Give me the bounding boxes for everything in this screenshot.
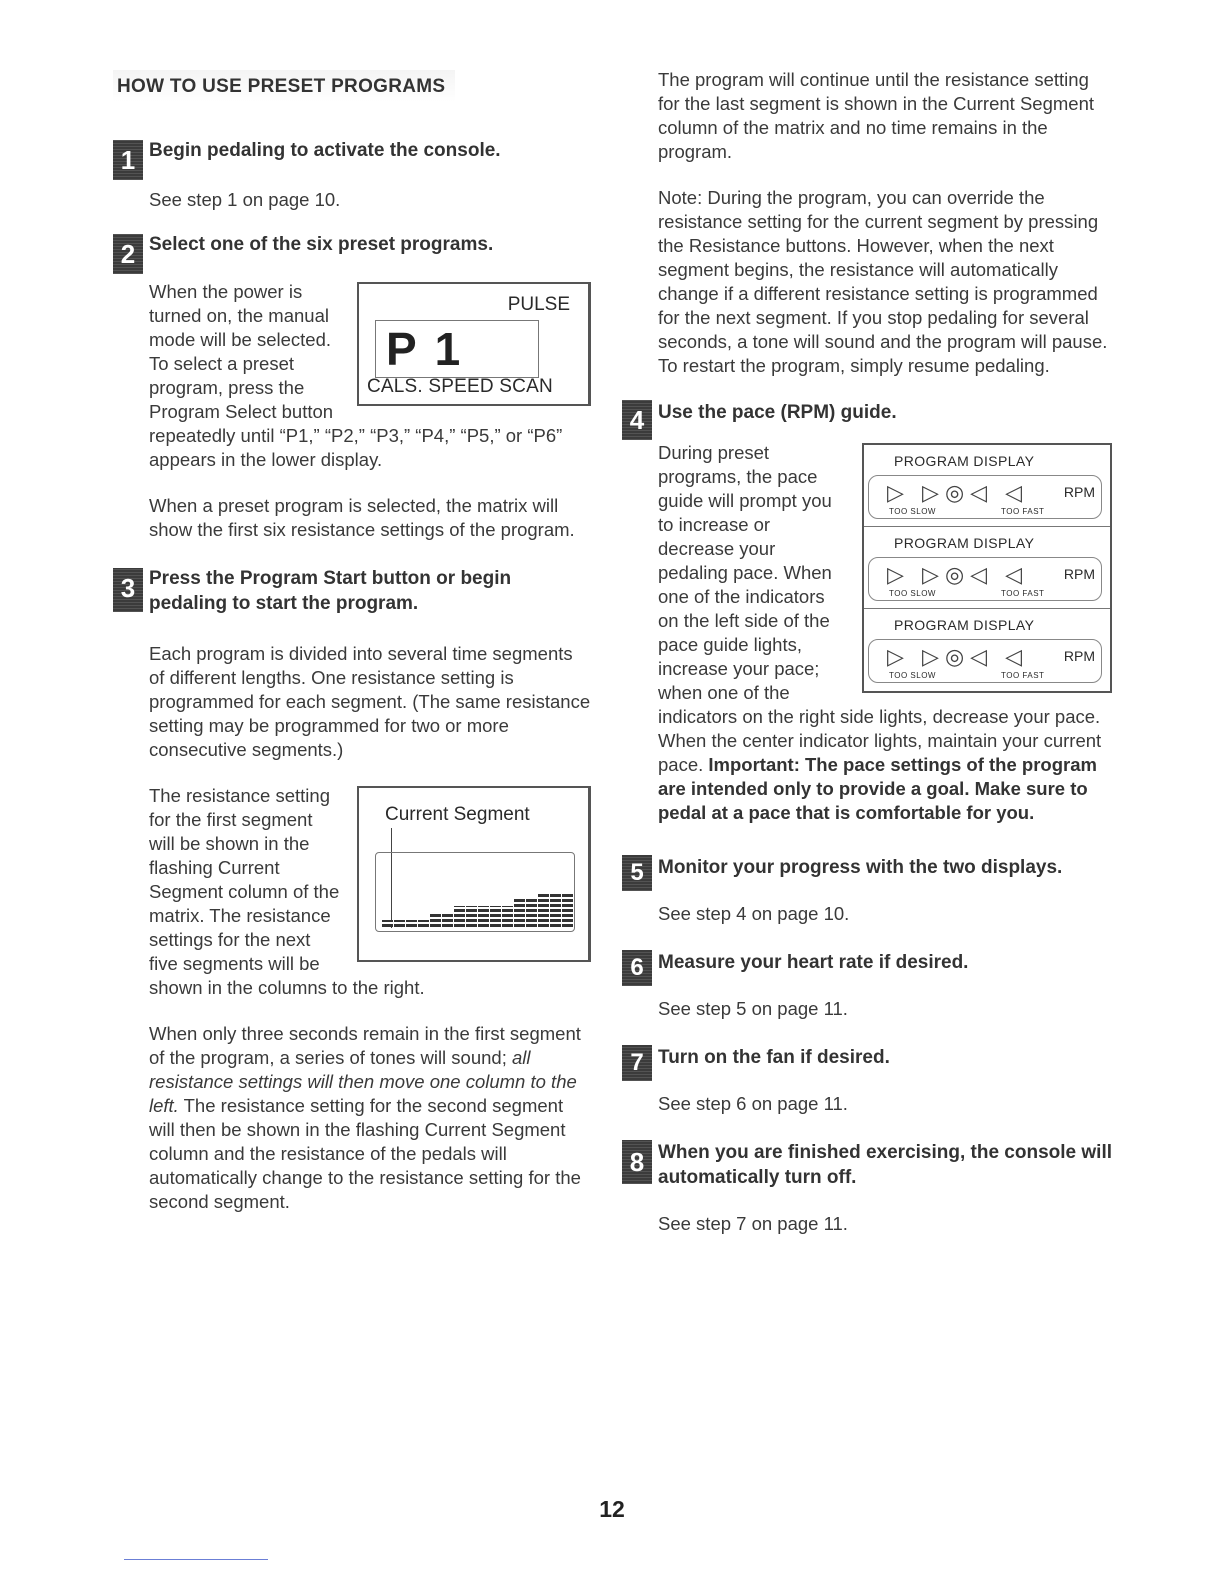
step-2 <box>113 230 593 269</box>
continue-paragraph: The program will continue until the resistance setting for the last segment is shown in the Current Segment column of the matrix and no time remains in the program. <box>658 69 1094 162</box>
step-5-badge: 5 <box>622 855 652 891</box>
step-2-heading: Select one of the six preset programs. <box>149 234 494 255</box>
program-display-title: PROGRAM DISPLAY <box>894 453 1035 469</box>
page-number: 12 <box>599 1496 625 1522</box>
step-3-body-2-wrap <box>149 784 593 1000</box>
matrix-column <box>538 892 549 927</box>
step-3-body-3-post: The resistance setting for the second segment will then be shown in the flashing Current Segment column and the resistance of the pedals will automatically change to the resistance setting for the second segment. <box>149 1095 581 1212</box>
matrix-column <box>514 899 525 927</box>
matrix-column <box>502 906 513 927</box>
step-1 <box>113 136 593 175</box>
step-4-content <box>622 441 1112 825</box>
step-1-body: See step 1 on page 10. <box>149 189 341 210</box>
step-8-heading: When you are finished exercising, the console will automatically turn off. <box>658 1142 1112 1188</box>
matrix-column <box>562 892 573 927</box>
step-7 <box>622 1045 1112 1076</box>
step-3-body-1: Each program is divided into several time segments of different lengths. One resistance setting is programmed for each segment. (The same resistance setting may be programmed for two or more consecutive segments.) <box>149 643 591 760</box>
step-7-badge: 7 <box>622 1045 652 1081</box>
current-segment-label: Current Segment <box>385 804 530 825</box>
program-display-title: PROGRAM DISPLAY <box>894 617 1035 633</box>
step-2-content <box>113 280 593 542</box>
too-slow-label: TOO SLOW <box>889 507 936 516</box>
step-5-heading: Monitor your progress with the two displays. <box>658 857 1063 878</box>
program-display-2 <box>864 527 1110 609</box>
matrix-column <box>442 913 453 927</box>
left-column <box>113 70 593 1214</box>
step-6-badge: 6 <box>622 950 652 986</box>
matrix-column <box>478 906 489 927</box>
pace-indicator-icons: ▷ ▷◎◁ ◁ <box>887 644 1029 669</box>
step-4-body-text: During preset programs, the pace guide will prompt you to increase or decrease your pedaling pace. When one of the indicators on the left side of the pace guide lights, increase your pace; when one of the indicators on the right side lights, decrease your pace. When the center indicator lights, maintain your current pace. <box>658 442 1102 775</box>
note-paragraph: Note: During the program, you can override the resistance setting for the current segment by pressing the Resistance buttons. However, when the next segment begins, the resistance will automatically change if a different resistance setting is programmed for the next segment. If you stop pedaling for several seconds, a tone will sound and the program will pause. To restart the program, simply resume pedaling. <box>658 187 1108 376</box>
matrix-column <box>490 906 501 927</box>
pace-indicator-icons: ▷ ▷◎◁ ◁ <box>887 562 1029 587</box>
step-5-body: See step 4 on page 10. <box>658 903 850 924</box>
step-4-important: Important: The pace settings of the program are intended only to provide a goal. Make sure to pedal at a pace that is comfortable for you. <box>658 754 1097 823</box>
too-slow-label: TOO SLOW <box>889 589 936 598</box>
program-display-3 <box>864 609 1110 691</box>
step-3-body-3-pre: When only three seconds remain in the first segment of the program, a series of tones will sound; <box>149 1023 581 1068</box>
step-7-heading: Turn on the fan if desired. <box>658 1047 890 1068</box>
too-fast-label: TOO FAST <box>1001 671 1045 680</box>
program-lcd: P1 <box>375 320 539 378</box>
too-fast-label: TOO FAST <box>1001 507 1045 516</box>
rpm-label: RPM <box>1063 648 1095 664</box>
matrix-column <box>394 920 405 927</box>
step-1-badge: 1 <box>113 140 143 180</box>
pace-indicator-icons: ▷ ▷◎◁ ◁ <box>887 480 1029 505</box>
step-8-body: See step 7 on page 11. <box>658 1213 848 1234</box>
step-6 <box>622 950 1112 981</box>
step-2-body-1: When the power is turned on, the manual mode will be selected. To select a preset program, press the Program Select button repeatedly until “P1,” “P2,” “P3,” “P4,” “P5,” or “P6” appears in the lower display. <box>149 281 563 470</box>
step-3-badge: 3 <box>113 568 143 612</box>
step-4-badge: 4 <box>622 400 652 440</box>
step-6-heading: Measure your heart rate if desired. <box>658 952 969 973</box>
step-3-content <box>113 642 593 1214</box>
footer-rule <box>124 1559 268 1560</box>
rpm-label: RPM <box>1063 566 1095 582</box>
step-4-heading: Use the pace (RPM) guide. <box>658 402 897 423</box>
step-6-body: See step 5 on page 11. <box>658 998 848 1019</box>
step-2-body-2: When a preset program is selected, the matrix will show the first six resistance settings of the program. <box>149 495 575 540</box>
program-display-figure <box>862 443 1112 693</box>
rpm-label: RPM <box>1063 484 1095 500</box>
current-segment-figure <box>357 786 591 962</box>
step-5 <box>622 855 1112 886</box>
page-title: HOW TO USE PRESET PROGRAMS <box>113 70 455 102</box>
resistance-matrix <box>375 852 575 932</box>
step-3-body-2: The resistance setting for the first segment will be shown in the flashing Current Segment column of the matrix. The resistance settings for the next five segments will be shown in the columns to the right. <box>149 785 425 998</box>
step-2-badge: 2 <box>113 234 143 274</box>
matrix-column <box>382 920 393 927</box>
matrix-column <box>418 920 429 927</box>
step-8 <box>622 1140 1112 1190</box>
too-slow-label: TOO SLOW <box>889 671 936 680</box>
program-display-title: PROGRAM DISPLAY <box>894 535 1035 551</box>
pulse-display-figure <box>357 282 591 406</box>
too-fast-label: TOO FAST <box>1001 589 1045 598</box>
step-3-heading: Press the Program Start button or begin pedaling to start the program. <box>149 568 512 614</box>
step-4 <box>622 398 1112 435</box>
matrix-column <box>466 906 477 927</box>
step-7-body: See step 6 on page 11. <box>658 1093 848 1114</box>
step-8-badge: 8 <box>622 1140 652 1184</box>
step-3-body-3 <box>149 1022 593 1214</box>
cals-speed-scan-label: CALS. SPEED SCAN <box>367 376 553 397</box>
step-3-body-3-emphasis: all resistance settings will then move one column to the left. <box>149 1047 577 1116</box>
right-column <box>622 68 1112 1236</box>
matrix-column <box>454 906 465 927</box>
pulse-label: PULSE <box>507 294 570 315</box>
step-3 <box>113 564 593 616</box>
matrix-column <box>550 892 561 927</box>
matrix-column <box>430 913 441 927</box>
program-display-1 <box>864 445 1110 527</box>
matrix-column <box>526 899 537 927</box>
step-1-heading: Begin pedaling to activate the console. <box>149 140 501 161</box>
matrix-column <box>406 920 417 927</box>
